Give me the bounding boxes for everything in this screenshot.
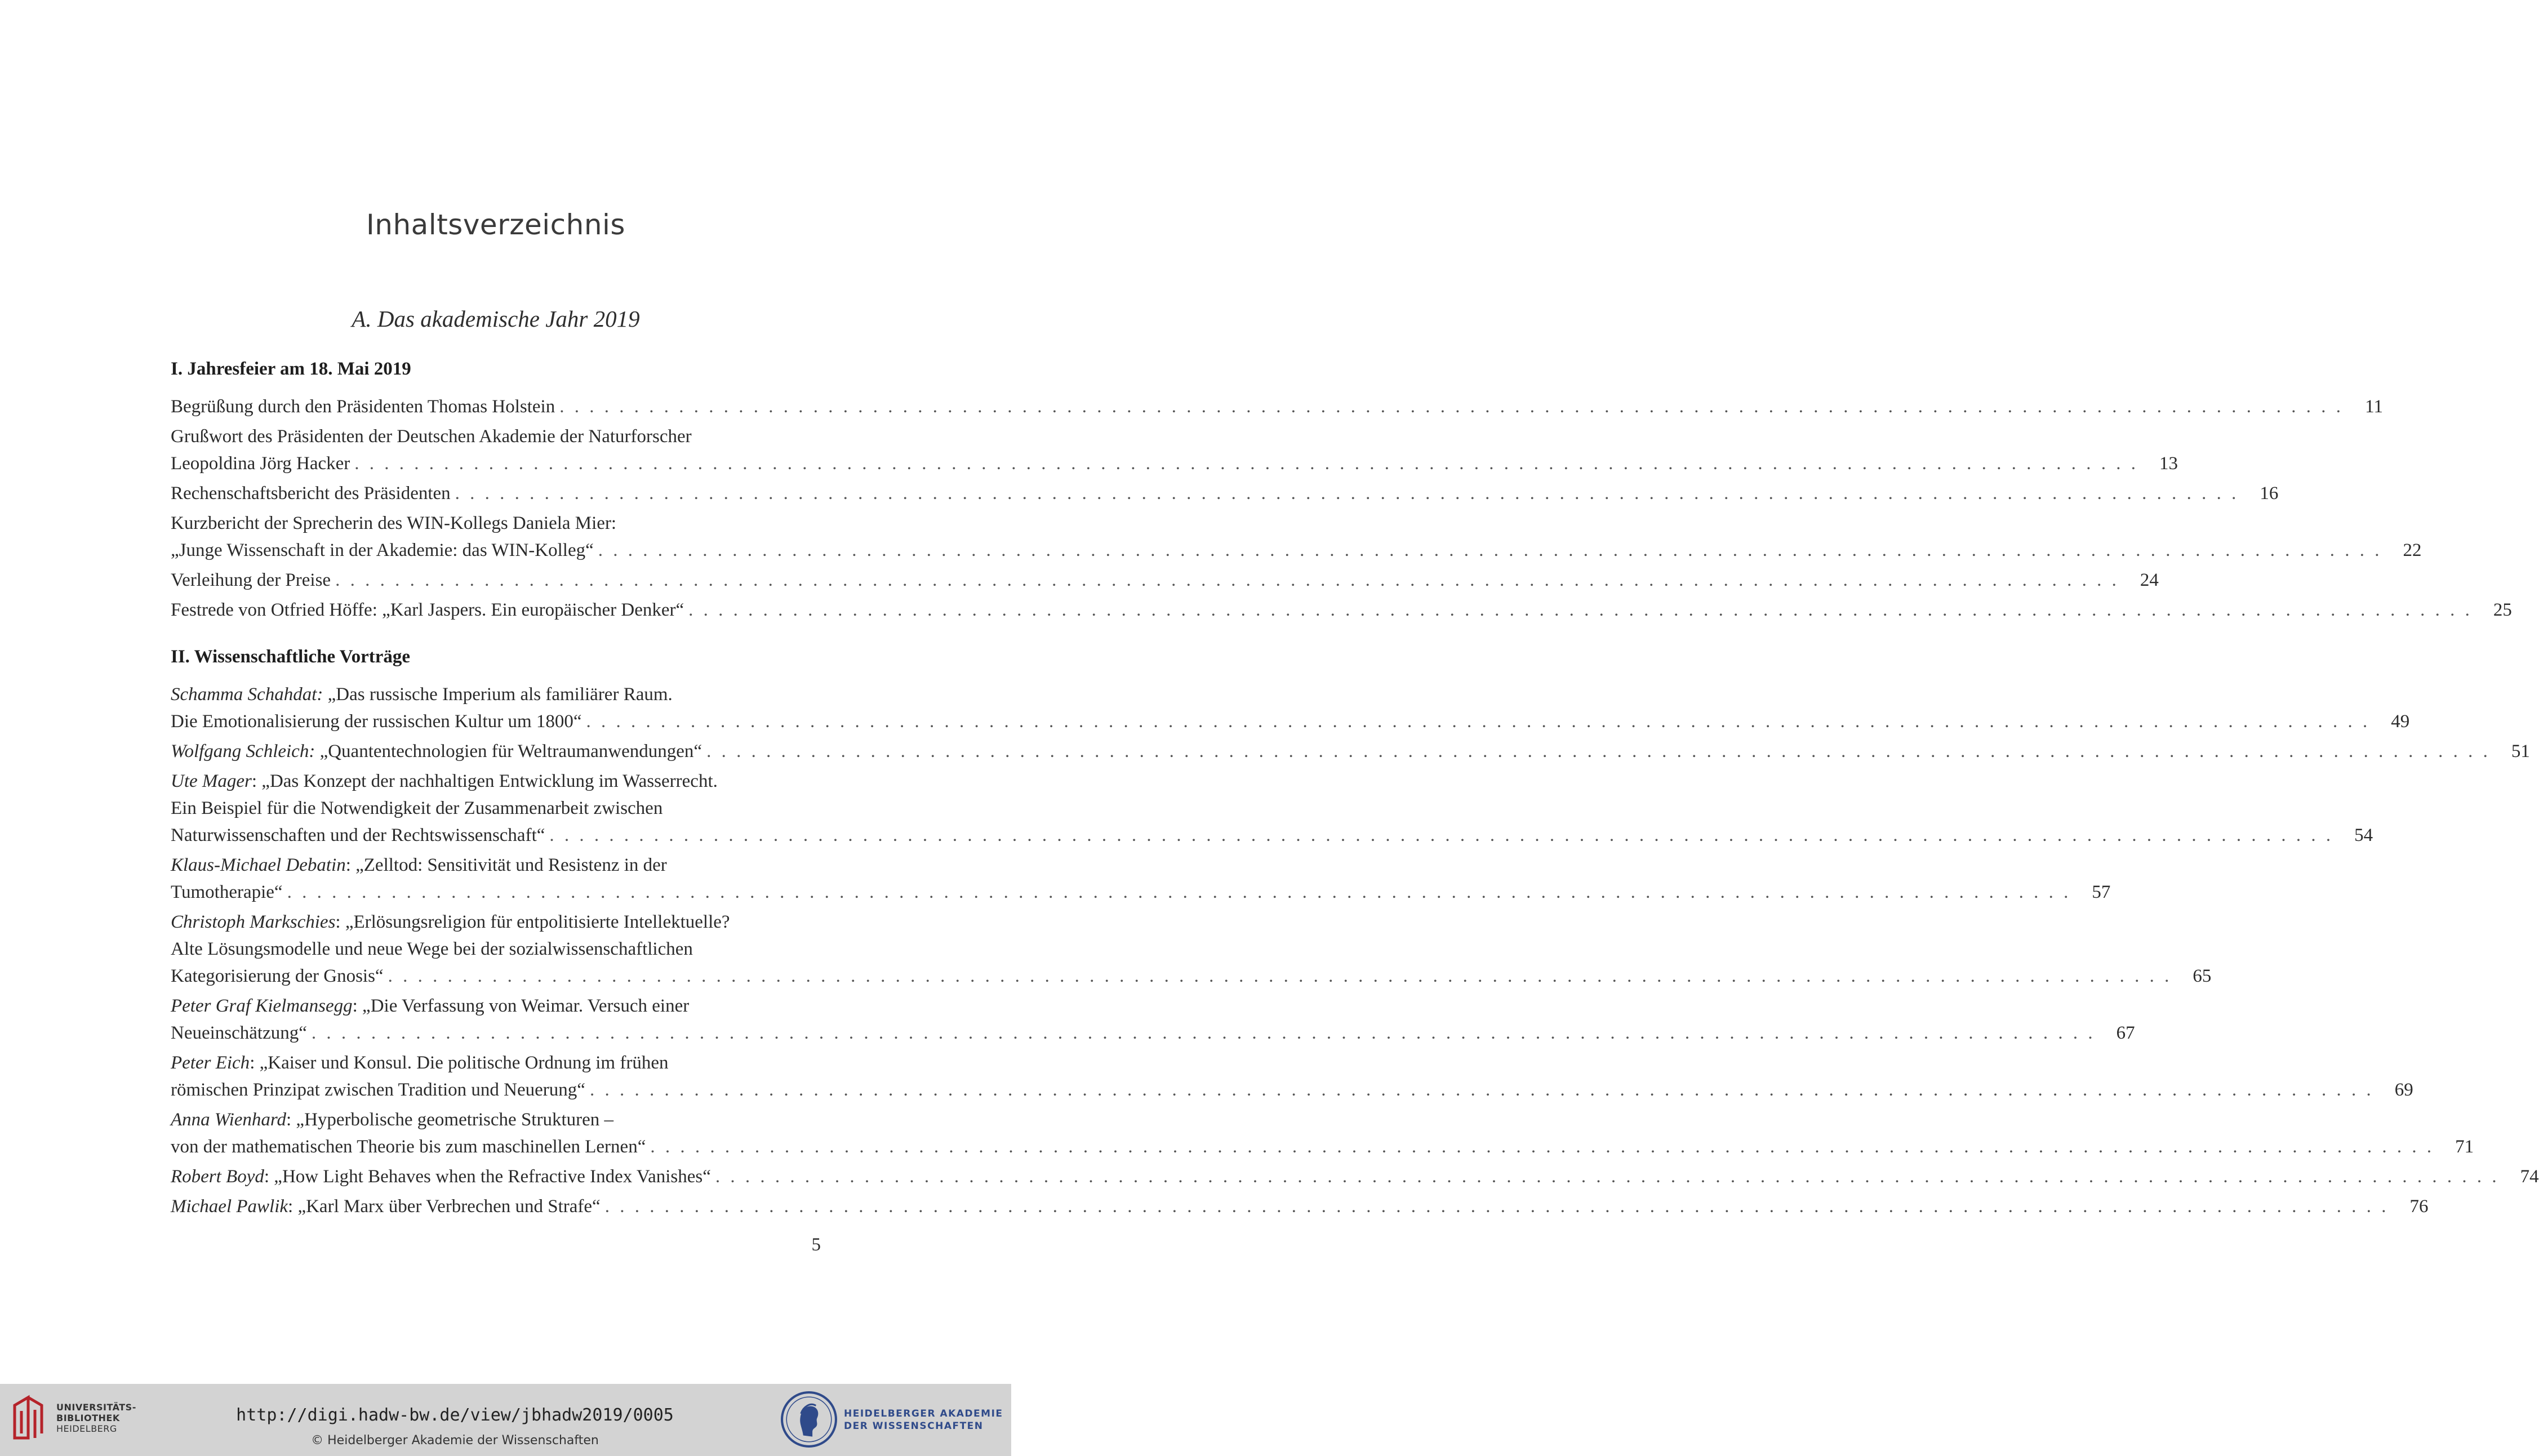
- toc-entry-title: „Das russische Imperium als familiärer Raum.: [323, 684, 673, 705]
- toc-entry-title: Leopoldina Jörg Hacker: [171, 453, 350, 474]
- toc-entry-author: Ute Mager: [171, 771, 252, 791]
- toc-page-number: 71: [2455, 1137, 2474, 1157]
- toc-entry-author: Peter Graf Kielmansegg: [171, 996, 353, 1016]
- toc-entry-title: : „How Light Behaves when the Refractive Index Vanishes“: [264, 1166, 711, 1187]
- toc-dot-leader: . . . . . . . . . . . . . . . . . . . . . . . . . . . . . . . . . . . . . . . . . . . . . . . . . . . . . . . . . . . . . . . . . . . . . . . . . . . . . . . . . . . . . . . . . . . . . . . . . . . . . . . . . . . . . . . . . . . . . . . .: [598, 540, 2382, 560]
- toc-entry[interactable]: [171, 681, 2410, 735]
- toc-entry-title: Rechenschaftsbericht des Präsidenten: [171, 483, 451, 504]
- toc-entry-title: römischen Prinzipat zwischen Tradition und Neuerung“: [171, 1080, 585, 1100]
- toc-entry-text: [171, 393, 555, 420]
- toc-entry[interactable]: [171, 596, 2512, 624]
- toc-entry-text: [171, 596, 684, 624]
- toc-entry-line: [171, 1076, 2413, 1103]
- toc-entry-title: Kurzbericht der Sprecherin des WIN-Kollegs Daniela Mier:: [171, 513, 617, 533]
- academy-seal-icon: [780, 1391, 838, 1448]
- toc-entry-title: : „Kaiser und Konsul. Die politische Ordnung im frühen: [250, 1053, 669, 1073]
- university-library-name: UNIVERSITÄTS- BIBLIOTHEK HEIDELBERG: [56, 1402, 136, 1434]
- table-of-contents: [171, 355, 2539, 1223]
- toc-page-number: 76: [2409, 1196, 2429, 1217]
- toc-dot-leader: . . . . . . . . . . . . . . . . . . . . . . . . . . . . . . . . . . . . . . . . . . . . . . . . . . . . . . . . . . . . . . . . . . . . . . . . . . . . . . . . . . . . . . . . . . . . . . . . . . . . . . . . . . . . . . . . . . . . . . . .: [455, 483, 2239, 504]
- toc-entry-text: [171, 1133, 646, 1160]
- toc-page-number: 54: [2354, 825, 2373, 845]
- toc-entry-line: [171, 852, 821, 879]
- toc-entry-title: Naturwissenschaften und der Rechtswissenschaft“: [171, 825, 545, 845]
- toc-page-number: 22: [2403, 540, 2422, 560]
- toc-entry-text: [171, 708, 582, 735]
- toc-dot-leader: . . . . . . . . . . . . . . . . . . . . . . . . . . . . . . . . . . . . . . . . . . . . . . . . . . . . . . . . . . . . . . . . . . . . . . . . . . . . . . . . . . . . . . . . . . . . . . . . . . . . . . . . . . . . . . . . . . . . . . . .: [604, 1196, 2389, 1217]
- toc-entry-text: [171, 963, 384, 990]
- toc-entry[interactable]: [171, 423, 2178, 477]
- section-heading: I. Jahresfeier am 18. Mai 2019: [171, 359, 411, 379]
- toc-entry-line: [171, 1019, 2135, 1047]
- toc-entry-line: [171, 1106, 821, 1133]
- toc-entry-title: Tumotherapie“: [171, 882, 283, 902]
- toc-entry-text: [171, 567, 331, 594]
- toc-page-number: 69: [2394, 1080, 2413, 1100]
- toc-entry-title: : „Die Verfassung von Weimar. Versuch einer: [352, 996, 690, 1016]
- toc-entry-author: Wolfgang Schleich:: [171, 741, 315, 762]
- toc-entry-text: [171, 822, 545, 849]
- toc-entry-line: [171, 537, 2422, 564]
- toc-entry-line: [171, 567, 2159, 594]
- toc-entry-title: Die Emotionalisierung der russischen Kultur um 1800“: [171, 711, 582, 732]
- toc-entry-line: [171, 738, 2530, 765]
- toc-page-number: 25: [2493, 600, 2512, 620]
- toc-entry-author: Peter Eich: [171, 1053, 250, 1073]
- toc-dot-leader: . . . . . . . . . . . . . . . . . . . . . . . . . . . . . . . . . . . . . . . . . . . . . . . . . . . . . . . . . . . . . . . . . . . . . . . . . . . . . . . . . . . . . . . . . . . . . . . . . . . . . . . . . . . . . . . . . . . . . . . .: [335, 570, 2119, 590]
- toc-entry[interactable]: [171, 992, 2135, 1047]
- toc-entry-line: [171, 963, 2212, 990]
- toc-dot-leader: . . . . . . . . . . . . . . . . . . . . . . . . . . . . . . . . . . . . . . . . . . . . . . . . . . . . . . . . . . . . . . . . . . . . . . . . . . . . . . . . . . . . . . . . . . . . . . . . . . . . . . . . . . . . . . . . . . . . . . . .: [715, 1166, 2500, 1187]
- section-entries: [171, 393, 2512, 624]
- toc-entry-line: [171, 768, 821, 795]
- toc-entry-author: Robert Boyd: [171, 1166, 264, 1187]
- toc-page-number: 11: [2365, 397, 2383, 417]
- toc-entry-text: [171, 450, 350, 477]
- permalink-url[interactable]: http://digi.hadw-bw.de/view/jbhadw2019/0005: [236, 1405, 674, 1425]
- toc-dot-leader: . . . . . . . . . . . . . . . . . . . . . . . . . . . . . . . . . . . . . . . . . . . . . . . . . . . . . . . . . . . . . . . . . . . . . . . . . . . . . . . . . . . . . . . . . . . . . . . . . . . . . . . . . . . . . . . . . . . . . . . .: [688, 600, 2473, 620]
- toc-page-number: 57: [2092, 882, 2111, 902]
- toc-page-number: 65: [2193, 966, 2212, 986]
- toc-entry[interactable]: [171, 393, 2383, 420]
- toc-dot-leader: . . . . . . . . . . . . . . . . . . . . . . . . . . . . . . . . . . . . . . . . . . . . . . . . . . . . . . . . . . . . . . . . . . . . . . . . . . . . . . . . . . . . . . . . . . . . . . . . . . . . . . . . . . . . . . . . . . . . . . . .: [586, 711, 2371, 732]
- toc-entry-title: von der mathematischen Theorie bis zum maschinellen Lernen“: [171, 1137, 646, 1157]
- part-heading: A. Das akademische Jahr 2019: [352, 306, 640, 332]
- toc-dot-leader: . . . . . . . . . . . . . . . . . . . . . . . . . . . . . . . . . . . . . . . . . . . . . . . . . . . . . . . . . . . . . . . . . . . . . . . . . . . . . . . . . . . . . . . . . . . . . . . . . . . . . . . . . . . . . . . . . . . . . . . .: [589, 1080, 2374, 1100]
- toc-entry-title: Grußwort des Präsidenten der Deutschen Akademie der Naturforscher: [171, 426, 692, 447]
- toc-entry[interactable]: [171, 480, 2279, 507]
- page-number: 5: [811, 1235, 821, 1255]
- toc-entry-title: „Quantentechnologien für Weltraumanwendungen“: [315, 741, 702, 762]
- toc-entry-line: [171, 681, 821, 708]
- toc-entry-author: Schamma Schahdat:: [171, 684, 323, 705]
- toc-entry-title: : „Zelltod: Sensitivität und Resistenz in der: [345, 855, 667, 875]
- toc-page-number: 24: [2140, 570, 2159, 590]
- toc-entry-title: Alte Lösungsmodelle und neue Wege bei der sozialwissenschaftlichen: [171, 939, 693, 959]
- toc-entry-line: [171, 480, 2279, 507]
- page-title: Inhaltsverzeichnis: [366, 208, 625, 241]
- toc-entry[interactable]: [171, 909, 2212, 990]
- toc-entry[interactable]: [171, 567, 2159, 594]
- toc-entry-title: : „Das Konzept der nachhaltigen Entwicklung im Wasserrecht.: [251, 771, 718, 791]
- toc-page-number: 13: [2159, 453, 2178, 474]
- toc-dot-leader: . . . . . . . . . . . . . . . . . . . . . . . . . . . . . . . . . . . . . . . . . . . . . . . . . . . . . . . . . . . . . . . . . . . . . . . . . . . . . . . . . . . . . . . . . . . . . . . . . . . . . . . . . . . . . . . . . . . . . . . .: [287, 882, 2071, 902]
- toc-entry-text: [171, 1076, 585, 1103]
- toc-entry-author: Christoph Markschies: [171, 912, 336, 932]
- toc-entry-text: [171, 1193, 601, 1220]
- toc-entry-line: [171, 936, 821, 963]
- toc-page-number: 74: [2520, 1166, 2539, 1187]
- toc-dot-leader: . . . . . . . . . . . . . . . . . . . . . . . . . . . . . . . . . . . . . . . . . . . . . . . . . . . . . . . . . . . . . . . . . . . . . . . . . . . . . . . . . . . . . . . . . . . . . . . . . . . . . . . . . . . . . . . . . . . . . . . .: [388, 966, 2172, 986]
- toc-entry-text: [171, 1019, 307, 1047]
- toc-entry-text: [171, 480, 451, 507]
- toc-page-number: 51: [2511, 741, 2530, 762]
- toc-dot-leader: . . . . . . . . . . . . . . . . . . . . . . . . . . . . . . . . . . . . . . . . . . . . . . . . . . . . . . . . . . . . . . . . . . . . . . . . . . . . . . . . . . . . . . . . . . . . . . . . . . . . . . . . . . . . . . . . . . . . . . . .: [559, 397, 2344, 417]
- toc-entry-line: [171, 822, 2373, 849]
- toc-entry-text: [171, 738, 702, 765]
- toc-entry-line: [171, 1163, 2539, 1190]
- toc-entry-line: [171, 1049, 821, 1076]
- toc-entry-title: : „Karl Marx über Verbrechen und Strafe“: [288, 1196, 601, 1217]
- toc-entry[interactable]: [171, 1163, 2539, 1190]
- toc-entry-line: [171, 450, 2178, 477]
- toc-entry[interactable]: [171, 510, 2422, 564]
- section-heading: II. Wissenschaftliche Vorträge: [171, 647, 411, 667]
- toc-entry-text: [171, 1163, 711, 1190]
- toc-entry-author: Michael Pawlik: [171, 1196, 288, 1217]
- toc-entry-line: [171, 992, 821, 1019]
- toc-page-number: 16: [2260, 483, 2279, 504]
- toc-entry[interactable]: [171, 852, 2111, 906]
- toc-entry-text: [171, 879, 283, 906]
- copyright-notice: © Heidelberger Akademie der Wissenschaften: [311, 1433, 599, 1448]
- toc-dot-leader: . . . . . . . . . . . . . . . . . . . . . . . . . . . . . . . . . . . . . . . . . . . . . . . . . . . . . . . . . . . . . . . . . . . . . . . . . . . . . . . . . . . . . . . . . . . . . . . . . . . . . . . . . . . . . . . . . . . . . . . .: [354, 453, 2139, 474]
- academy-name: HEIDELBERGER AKADEMIE DER WISSENSCHAFTEN: [844, 1408, 1003, 1432]
- toc-entry-text: [171, 537, 594, 564]
- toc-entry-title: : „Erlösungsreligion für entpolitisierte Intellektuelle?: [335, 912, 730, 932]
- toc-entry-line: [171, 596, 2512, 624]
- toc-entry-title: Ein Beispiel für die Notwendigkeit der Zusammenarbeit zwischen: [171, 798, 663, 818]
- toc-dot-leader: . . . . . . . . . . . . . . . . . . . . . . . . . . . . . . . . . . . . . . . . . . . . . . . . . . . . . . . . . . . . . . . . . . . . . . . . . . . . . . . . . . . . . . . . . . . . . . . . . . . . . . . . . . . . . . . . . . . . . . . .: [650, 1137, 2435, 1157]
- toc-entry-line: [171, 1193, 2429, 1220]
- toc-entry-title: „Junge Wissenschaft in der Akademie: das WIN-Kolleg“: [171, 540, 594, 560]
- toc-entry-line: [171, 708, 2410, 735]
- toc-entry-line: [171, 879, 2111, 906]
- toc-page-number: 49: [2391, 711, 2410, 732]
- toc-dot-leader: . . . . . . . . . . . . . . . . . . . . . . . . . . . . . . . . . . . . . . . . . . . . . . . . . . . . . . . . . . . . . . . . . . . . . . . . . . . . . . . . . . . . . . . . . . . . . . . . . . . . . . . . . . . . . . . . . . . . . . . .: [549, 825, 2334, 845]
- toc-entry[interactable]: [171, 738, 2530, 765]
- toc-dot-leader: . . . . . . . . . . . . . . . . . . . . . . . . . . . . . . . . . . . . . . . . . . . . . . . . . . . . . . . . . . . . . . . . . . . . . . . . . . . . . . . . . . . . . . . . . . . . . . . . . . . . . . . . . . . . . . . . . . . . . . . .: [706, 741, 2491, 762]
- toc-entry-author: Anna Wienhard: [171, 1110, 287, 1130]
- toc-entry-line: [171, 1133, 2474, 1160]
- toc-dot-leader: . . . . . . . . . . . . . . . . . . . . . . . . . . . . . . . . . . . . . . . . . . . . . . . . . . . . . . . . . . . . . . . . . . . . . . . . . . . . . . . . . . . . . . . . . . . . . . . . . . . . . . . . . . . . . . . . . . . . . . . .: [311, 1023, 2096, 1043]
- toc-entry-line: [171, 393, 2383, 420]
- toc-page-number: 67: [2116, 1023, 2135, 1043]
- toc-entry[interactable]: [171, 1049, 2413, 1103]
- toc-entry[interactable]: [171, 768, 2373, 849]
- toc-entry-title: Neueinschätzung“: [171, 1023, 307, 1043]
- toc-entry-title: Begrüßung durch den Präsidenten Thomas Holstein: [171, 397, 555, 417]
- toc-entry-line: [171, 795, 821, 822]
- toc-entry-title: Verleihung der Preise: [171, 570, 331, 590]
- toc-entry-line: [171, 909, 821, 936]
- toc-entry-author: Klaus-Michael Debatin: [171, 855, 346, 875]
- toc-entry-line: [171, 423, 821, 450]
- toc-entry-title: Kategorisierung der Gnosis“: [171, 966, 384, 986]
- footer-bar: [0, 1384, 1011, 1456]
- toc-entry[interactable]: [171, 1193, 2429, 1220]
- toc-entry[interactable]: [171, 1106, 2474, 1160]
- toc-entry-line: [171, 510, 821, 537]
- toc-entry-title: Festrede von Otfried Höffe: „Karl Jaspers. Ein europäischer Denker“: [171, 600, 684, 620]
- section-entries: [171, 681, 2539, 1220]
- toc-entry-title: : „Hyperbolische geometrische Strukturen –: [286, 1110, 614, 1130]
